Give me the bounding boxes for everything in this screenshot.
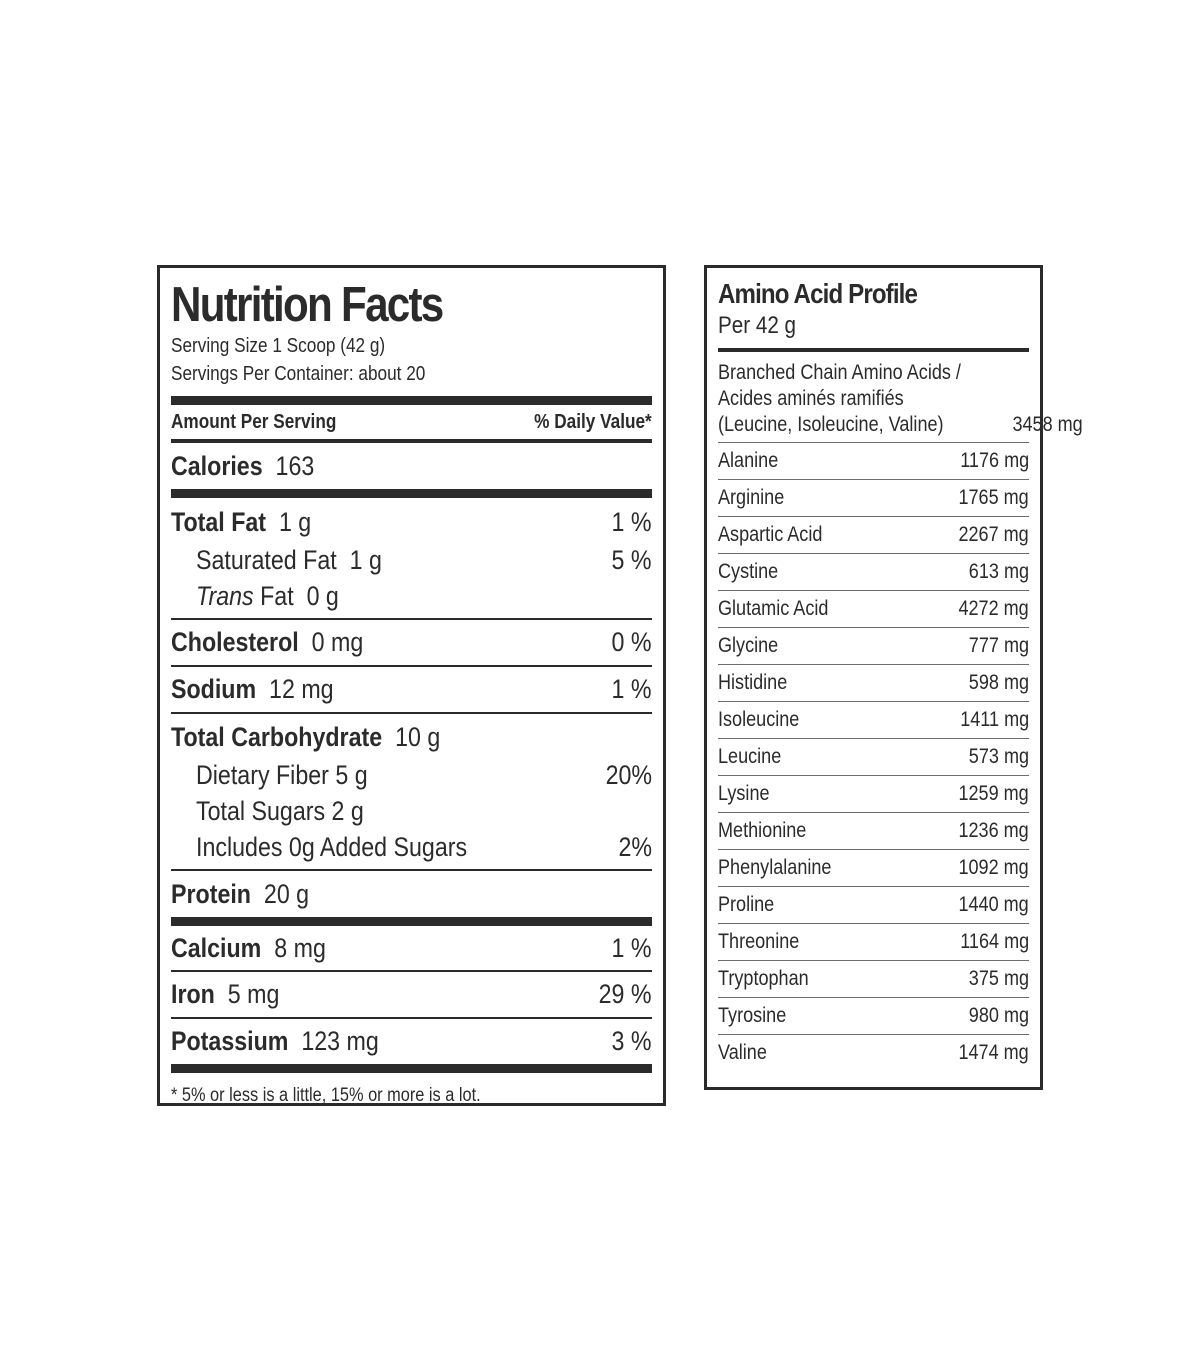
amino-acid-name: Isoleucine bbox=[718, 708, 800, 731]
amount-per-serving-header bbox=[171, 405, 652, 439]
amino-acid-value: 1765 mg bbox=[958, 486, 1029, 509]
saturated-fat-label: Saturated Fat bbox=[196, 544, 337, 575]
cholesterol-dv: 0 % bbox=[611, 627, 652, 657]
amino-acid-value: 1092 mg bbox=[958, 856, 1029, 879]
amino-acid-row bbox=[718, 702, 1029, 739]
amino-acid-row bbox=[718, 887, 1029, 924]
potassium-label: Potassium bbox=[171, 1026, 289, 1056]
amino-acid-row bbox=[718, 924, 1029, 961]
amino-acid-row bbox=[718, 628, 1029, 665]
total-carbohydrate-label: Total Carbohydrate bbox=[171, 721, 383, 752]
amino-acid-row bbox=[718, 665, 1029, 702]
amino-acid-row bbox=[718, 813, 1029, 850]
amino-acid-row bbox=[718, 739, 1029, 776]
amino-acid-name: Threonine bbox=[718, 930, 800, 953]
total-carbohydrate-amount: 10 g bbox=[395, 721, 441, 752]
amino-acid-name: Leucine bbox=[718, 745, 782, 768]
amino-acid-value: 375 mg bbox=[968, 967, 1029, 990]
amino-acid-value: 613 mg bbox=[968, 560, 1029, 583]
calcium-label: Calcium bbox=[171, 932, 262, 963]
amino-acid-name: Tyrosine bbox=[718, 1004, 787, 1027]
potassium-row bbox=[171, 1019, 652, 1064]
bcaa-line2: Acides aminés ramifiés bbox=[718, 387, 904, 410]
calcium-row bbox=[171, 926, 652, 970]
amino-acid-row bbox=[718, 998, 1029, 1035]
sodium-dv: 1 % bbox=[611, 674, 652, 704]
calories-value: 163 bbox=[275, 450, 315, 481]
calcium-amount: 8 mg bbox=[274, 932, 326, 963]
amino-acid-value: 1176 mg bbox=[960, 449, 1029, 472]
cholesterol-row bbox=[171, 620, 652, 665]
divider-thick bbox=[171, 489, 652, 498]
amino-acid-name: Phenylalanine bbox=[718, 856, 832, 879]
total-fat-label: Total Fat bbox=[171, 506, 267, 537]
amino-acid-name: Cystine bbox=[718, 560, 779, 583]
added-sugars-row bbox=[171, 829, 652, 865]
amino-acid-row bbox=[718, 961, 1029, 998]
amino-acid-value: 1236 mg bbox=[958, 819, 1029, 842]
total-sugars-row bbox=[171, 793, 652, 829]
total-fat-row bbox=[171, 502, 652, 542]
amino-acid-name: Valine bbox=[718, 1041, 767, 1064]
amino-acid-name: Glutamic Acid bbox=[718, 597, 829, 620]
trans-fat-italic: Trans bbox=[196, 580, 254, 611]
amino-acid-row bbox=[718, 850, 1029, 887]
amino-acid-name: Proline bbox=[718, 893, 775, 916]
amino-acid-value: 777 mg bbox=[968, 634, 1029, 657]
iron-dv: 29 % bbox=[599, 979, 652, 1009]
iron-label: Iron bbox=[171, 979, 215, 1009]
amino-acid-row bbox=[718, 480, 1029, 517]
total-sugars-label: Total Sugars 2 g bbox=[196, 795, 364, 826]
amino-acid-name: Histidine bbox=[718, 671, 788, 694]
serving-size: Serving Size 1 Scoop (42 g) bbox=[171, 335, 386, 357]
amino-acid-list bbox=[718, 443, 1029, 1071]
amino-acid-name: Alanine bbox=[718, 449, 779, 472]
bcaa-row bbox=[718, 352, 1083, 443]
saturated-fat-row bbox=[171, 542, 652, 578]
nutrition-facts-title: Nutrition Facts bbox=[171, 278, 443, 332]
amino-acid-name: Tryptophan bbox=[718, 967, 809, 990]
total-fat-amount: 1 g bbox=[278, 506, 312, 537]
amino-acid-value: 1411 mg bbox=[960, 708, 1029, 731]
trans-fat-amount: 0 g bbox=[306, 580, 339, 611]
bcaa-line3: (Leucine, Isoleucine, Valine) bbox=[718, 413, 944, 436]
trans-fat-row bbox=[171, 578, 652, 614]
sodium-amount: 12 mg bbox=[269, 674, 334, 704]
amino-acid-value: 4272 mg bbox=[958, 597, 1029, 620]
cholesterol-label: Cholesterol bbox=[171, 627, 299, 657]
amino-acid-value: 1164 mg bbox=[960, 930, 1029, 953]
amino-acid-value: 1259 mg bbox=[958, 782, 1029, 805]
nutrition-facts-panel bbox=[157, 265, 666, 1106]
footnote: * 5% or less is a little, 15% or more is a lot. bbox=[171, 1085, 481, 1106]
potassium-amount: 123 mg bbox=[301, 1026, 379, 1056]
calories-label: Calories bbox=[171, 450, 263, 481]
saturated-fat-dv: 5 % bbox=[611, 544, 652, 575]
amino-acid-row bbox=[718, 591, 1029, 628]
bcaa-value: 3458 mg bbox=[1011, 413, 1083, 436]
cholesterol-amount: 0 mg bbox=[311, 627, 364, 657]
trans-fat-label: Fat bbox=[260, 580, 294, 611]
sodium-label: Sodium bbox=[171, 674, 257, 704]
added-sugars-label: Includes 0g Added Sugars bbox=[196, 831, 468, 862]
amino-acid-value: 980 mg bbox=[968, 1004, 1029, 1027]
calories-row bbox=[171, 443, 652, 489]
iron-row bbox=[171, 972, 652, 1017]
dietary-fiber-label: Dietary Fiber 5 g bbox=[196, 759, 368, 790]
amino-acid-value: 1440 mg bbox=[958, 893, 1029, 916]
total-carbohydrate-row bbox=[171, 717, 652, 757]
amino-acid-per: Per 42 g bbox=[718, 312, 797, 339]
divider bbox=[171, 712, 652, 714]
servings-per-container: Servings Per Container: about 20 bbox=[171, 363, 426, 385]
saturated-fat-amount: 1 g bbox=[349, 544, 382, 575]
amino-acid-name: Arginine bbox=[718, 486, 785, 509]
sodium-row bbox=[171, 667, 652, 712]
divider-thick bbox=[171, 396, 652, 405]
amino-acid-value: 1474 mg bbox=[958, 1041, 1029, 1064]
protein-row bbox=[171, 871, 652, 917]
amino-acid-row bbox=[718, 554, 1029, 591]
amino-acid-name: Methionine bbox=[718, 819, 807, 842]
bcaa-line1: Branched Chain Amino Acids / bbox=[718, 361, 961, 384]
protein-label: Protein bbox=[171, 878, 251, 909]
amino-acid-profile-panel bbox=[704, 265, 1083, 1090]
potassium-dv: 3 % bbox=[611, 1026, 652, 1056]
amino-acid-profile-title: Amino Acid Profile bbox=[718, 278, 918, 309]
added-sugars-dv: 2% bbox=[618, 831, 652, 862]
divider-thick bbox=[171, 1064, 652, 1073]
amino-acid-row bbox=[718, 776, 1029, 813]
daily-value-header: % Daily Value* bbox=[534, 410, 652, 433]
amino-acid-name: Glycine bbox=[718, 634, 779, 657]
iron-amount: 5 mg bbox=[227, 979, 280, 1009]
amino-acid-value: 598 mg bbox=[968, 671, 1029, 694]
amount-per-serving-label: Amount Per Serving bbox=[171, 410, 337, 433]
amino-acid-row bbox=[718, 443, 1029, 480]
dietary-fiber-dv: 20% bbox=[605, 759, 652, 790]
amino-acid-row bbox=[718, 1035, 1029, 1071]
amino-acid-name: Lysine bbox=[718, 782, 770, 805]
total-fat-dv: 1 % bbox=[611, 506, 652, 537]
calcium-dv: 1 % bbox=[611, 932, 652, 963]
amino-acid-row bbox=[718, 517, 1029, 554]
amino-acid-value: 2267 mg bbox=[958, 523, 1029, 546]
amino-acid-name: Aspartic Acid bbox=[718, 523, 823, 546]
protein-amount: 20 g bbox=[263, 878, 310, 909]
dietary-fiber-row bbox=[171, 757, 652, 793]
amino-acid-value: 573 mg bbox=[968, 745, 1029, 768]
divider-thick bbox=[171, 917, 652, 926]
